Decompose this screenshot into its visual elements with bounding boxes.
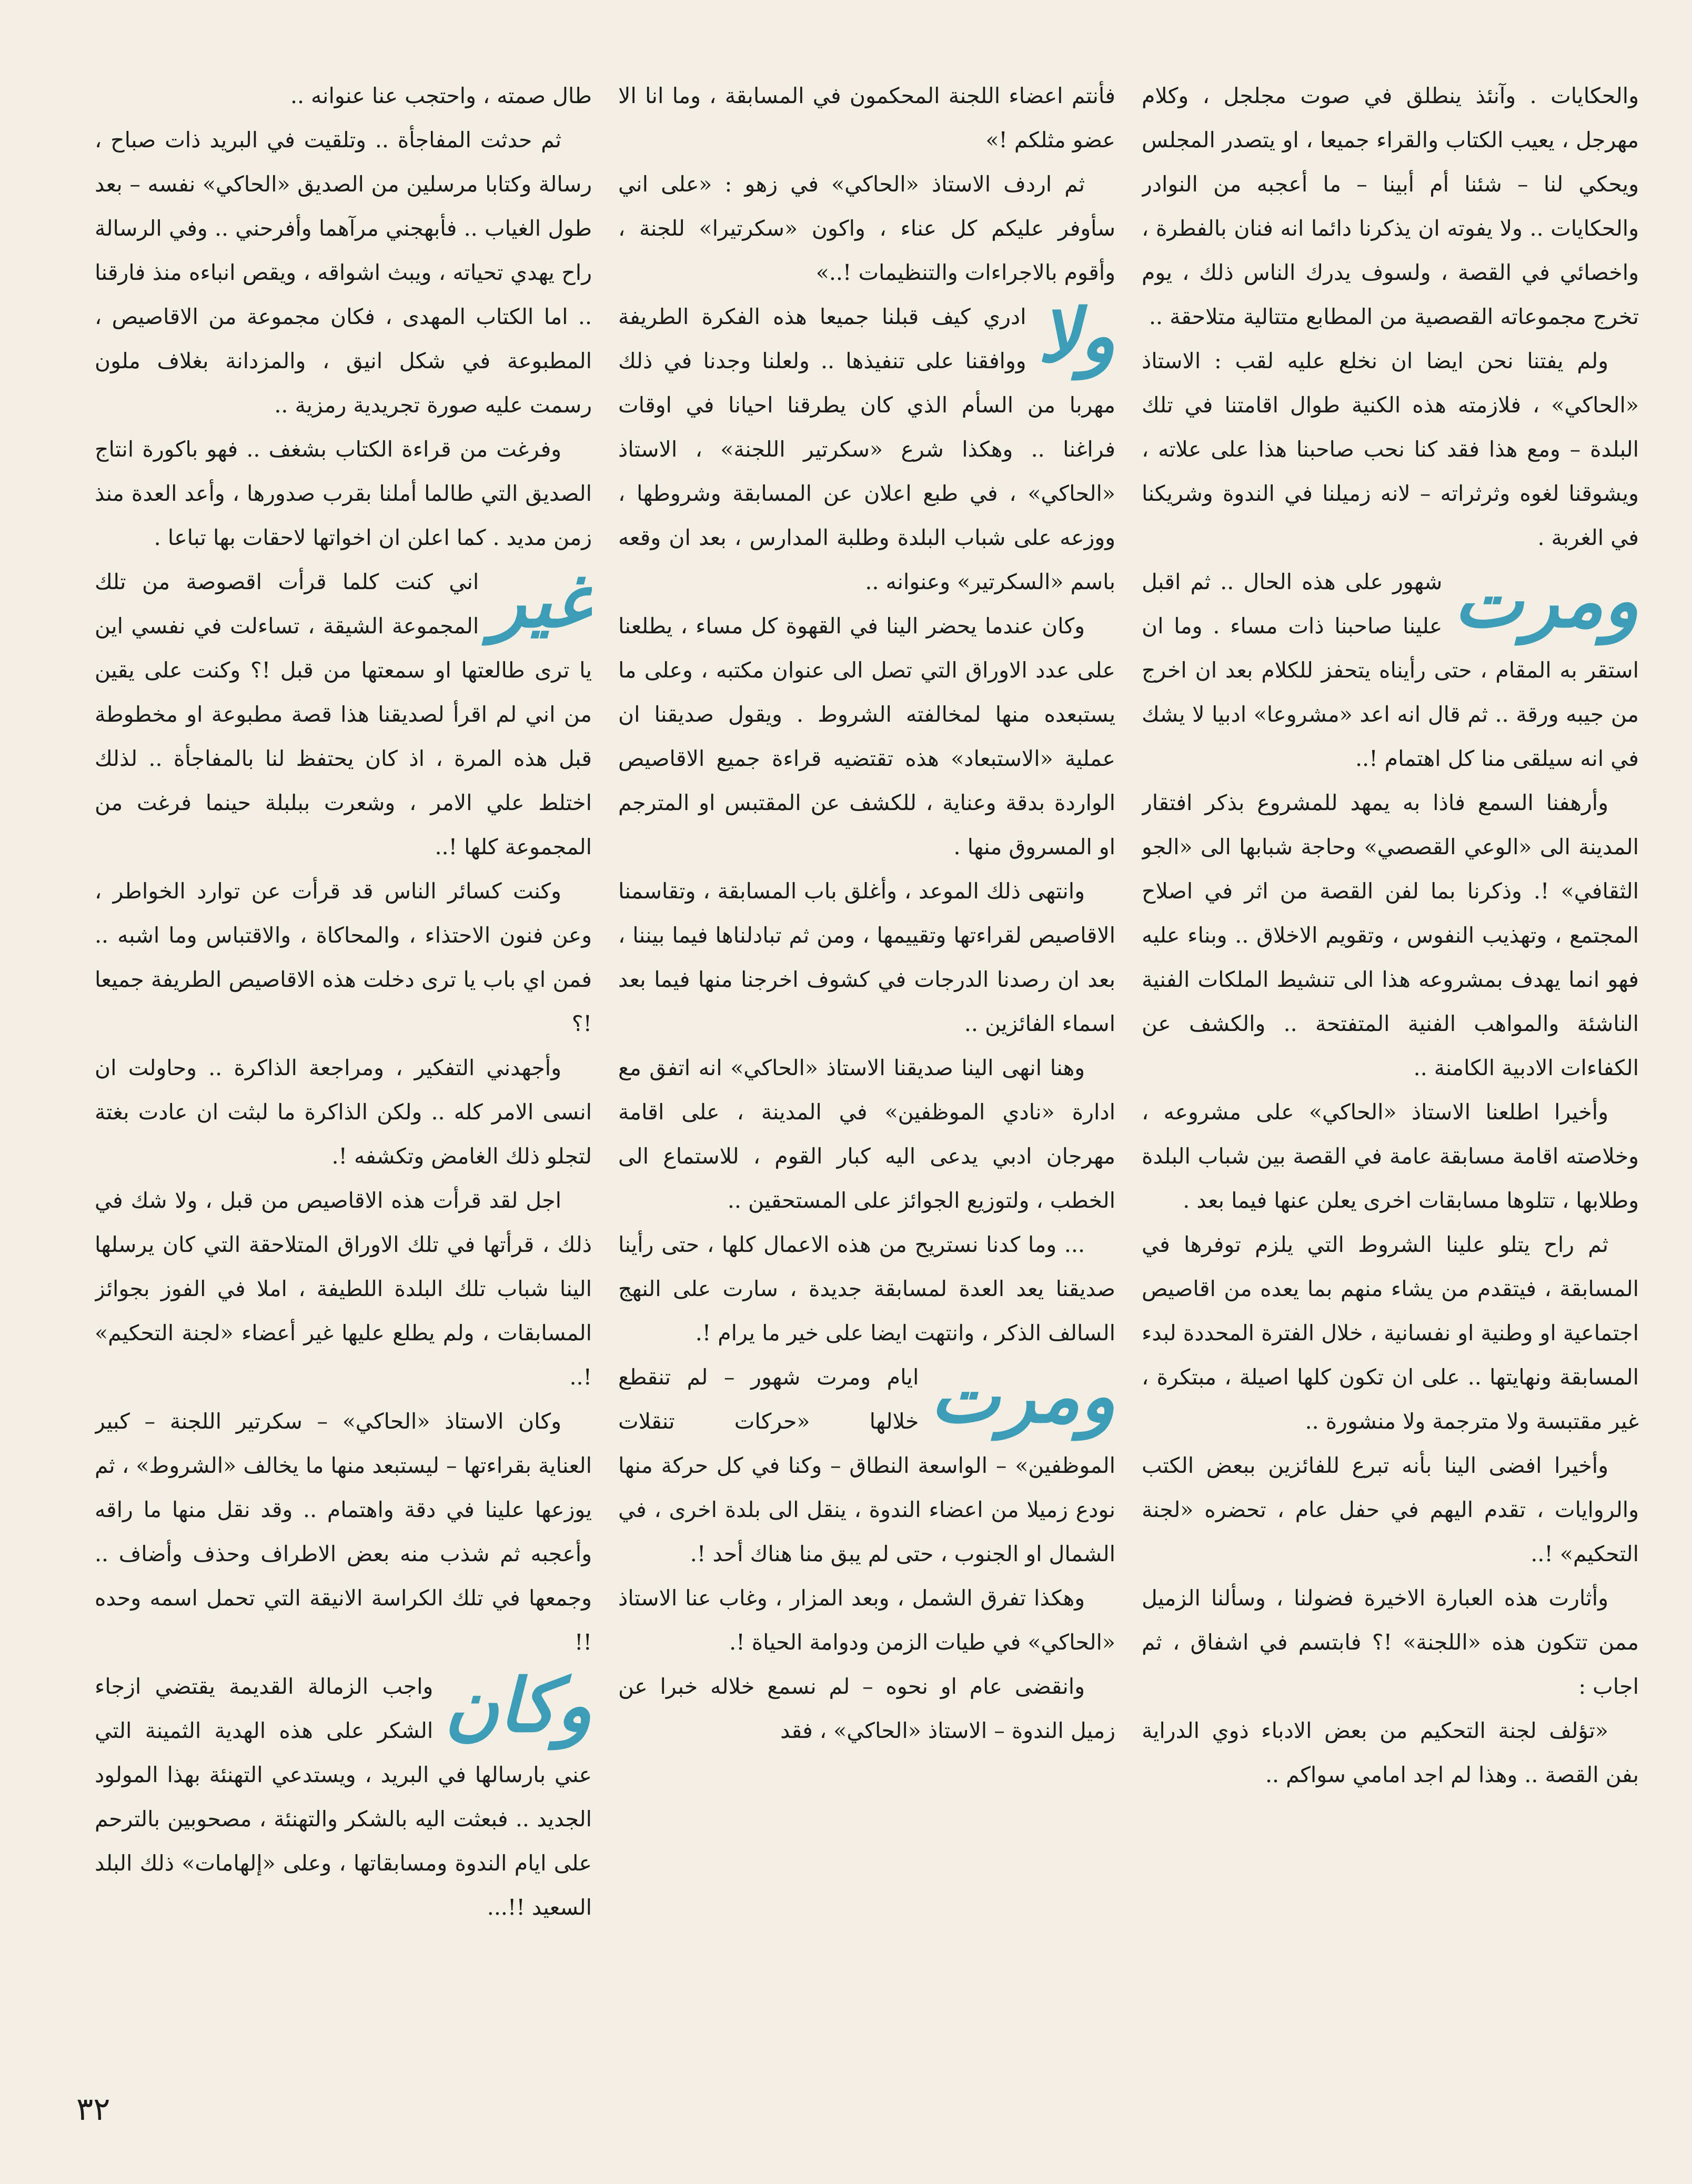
- paragraph: [95, 1046, 592, 1178]
- paragraph-text: «تؤلف لجنة التحكيم من بعض الادباء ذوي الدراية بفن القصة .. وهذا لم اجد امامي سواكم ..: [1142, 1718, 1639, 1787]
- paragraph-text: والحكايات . وآنئذ ينطلق في صوت مجلجل ، وكلام مهرجل ، يعيب الكتاب والقراء جميعا ، او يتصدر المجلس ويحكي لنا – شئنا أم أبينا – ما أعجبه من النوادر والحكايات .. ولا يفوته ان يذكرنا دائما انه فنان بالفطرة ، واخصائي في القصة ، ولسوف يدرك الناس ذلك ، يوم تخرج مجموعاته القصصية من المطابع متتالية متلاحقة ..: [1142, 83, 1639, 329]
- paragraph-text: وانتهى ذلك الموعد ، وأغلق باب المسابقة ، وتقاسمنا الاقاصيص لقراءتها وتقييمها ، ومن ثم تبادلناها فيما بيننا ، بعد ان رصدنا الدرجات في كشوف اخرجنا منها فيما بعد اسماء الفائزين ..: [618, 878, 1115, 1036]
- paragraph-text: واجب الزمالة القديمة يقتضي ازجاء الشكر على هذه الهدية الثمينة التي عني بارسالها في البريد ، ويستدعي التهنئة بهذا المولود الجديد .. فبعثت اليه بالشكر والتهنئة ، مصحوبين بالترحم على ايام الندوة ومسابقاتها ، وعلى «إلهامات» ذلك البلد السعيد !!...: [95, 1674, 592, 1920]
- column-right: [1142, 74, 1639, 2083]
- paragraph-text: وكان الاستاذ «الحاكي» – سكرتير اللجنة – كبير العناية بقراءتها – ليستبعد منها ما يخالف «الشروط» ، ثم يوزعها علينا في دقة واهتمام .. وقد نقل منها ما راقه وأعجبه ثم شذب منه بعض الاطراف وحذف وأضاف .. وجمعها في تلك الكراسة الانيقة التي تحمل اسمه وحده !!: [95, 1409, 592, 1655]
- drop-cap-word: ومرت: [1454, 558, 1639, 644]
- paragraph-text: ايام ومرت شهور – لم تنقطع خلالها «حركات تنقلات الموظفين» – الواسعة النطاق – وكنا في كل حركة منها نودع زميلا من اعضاء الندوة ، ينقل الى بلدة اخرى ، في الشمال او الجنوب ، حتى لم يبق منا هناك أحد !.: [618, 1364, 1115, 1566]
- paragraph: [618, 74, 1115, 162]
- paragraph: [95, 1664, 592, 1929]
- paragraph: [618, 604, 1115, 869]
- column-left: [95, 74, 592, 2083]
- paragraph: [618, 1664, 1115, 1753]
- paragraph: [1142, 781, 1639, 1090]
- paragraph: [1142, 1443, 1639, 1576]
- paragraph: [618, 1046, 1115, 1222]
- column-middle: [618, 74, 1115, 2083]
- paragraph-text: وكنت كسائر الناس قد قرأت عن توارد الخواطر ، وعن فنون الاحتذاء ، والمحاكاة ، والاقتباس وما اشبه .. فمن اي باب يا ترى دخلت هذه الاقاصيص الطريفة جميعا !؟: [95, 878, 592, 1036]
- paragraph: [95, 74, 592, 118]
- paragraph: [95, 427, 592, 560]
- paragraph-text: شهور على هذه الحال .. ثم اقبل علينا صاحبنا ذات مساء . وما ان استقر به المقام ، حتى رأيناه يتحفز للكلام بعد ان اخرج من جيبه ورقة .. ثم قال انه اعد «مشروعا» ادبيا لا يشك في انه سيلقى منا كل اهتمام !..: [1142, 569, 1639, 771]
- paragraph-text: ادري كيف قبلنا جميعا هذه الفكرة الطريفة ووافقنا على تنفيذها .. ولعلنا وجدنا في ذلك مهربا من السأم الذي كان يطرقنا احيانا في اوقات فراغنا .. وهكذا شرع «سكرتير اللجنة» ، الاستاذ «الحاكي» ، في طبع اعلان عن المسابقة وشروطها ، ووزعه على شباب البلدة وطلبة المدارس ، بعد ان وقعه باسم «السكرتير» وعنوانه ..: [618, 304, 1115, 594]
- drop-cap-word: ولا: [1038, 293, 1115, 379]
- paragraph: [618, 295, 1115, 604]
- paragraph-text: طال صمته ، واحتجب عنا عنوانه ..: [290, 83, 592, 108]
- paragraph: [618, 162, 1115, 295]
- paragraph-text: وكان عندما يحضر الينا في القهوة كل مساء ، يطلعنا على عدد الاوراق التي تصل الى عنوان مكتبه ، وعلى ما يستبعده منها لمخالفته الشروط . ويقول صديقنا ان عملية «الاستبعاد» هذه تقتضيه قراءة جميع الاقاصيص الواردة بدقة وعناية ، للكشف عن المقتبس او المترجم او المسروق منها .: [618, 613, 1115, 860]
- paragraph: [1142, 1090, 1639, 1222]
- paragraph: [618, 869, 1115, 1046]
- paragraph: [1142, 1708, 1639, 1797]
- paragraph: [618, 1222, 1115, 1355]
- paragraph: [1142, 560, 1639, 781]
- paragraph-text: وفرغت من قراءة الكتاب بشغف .. فهو باكورة انتاج الصديق التي طالما أملنا بقرب صدورها ، وأعد العدة منذ زمن مديد . كما اعلن ان اخواتها لاحقات بها تباعا .: [95, 437, 592, 550]
- paragraph: [1142, 1222, 1639, 1443]
- drop-cap-word: وكان: [445, 1663, 592, 1749]
- drop-cap-word: ومرت: [930, 1353, 1115, 1440]
- paragraph-text: وأخيرا اطلعنا الاستاذ «الحاكي» على مشروعه ، وخلاصته اقامة مسابقة عامة في القصة بين شباب البلدة وطلابها ، تتلوها مسابقات اخرى يعلن عنها فيما بعد .: [1142, 1099, 1639, 1213]
- paragraph: [1142, 1576, 1639, 1708]
- paragraph-text: وهكذا تفرق الشمل ، وبعد المزار ، وغاب عنا الاستاذ «الحاكي» في طيات الزمن ودوامة الحياة !.: [618, 1585, 1115, 1655]
- paragraph: [95, 118, 592, 427]
- paragraph-text: وأثارت هذه العبارة الاخيرة فضولنا ، وسألنا الزميل ممن تتكون هذه «اللجنة» !؟ فابتسم في اشفاق ، ثم اجاب :: [1142, 1585, 1639, 1699]
- paragraph: [1142, 74, 1639, 339]
- paragraph-text: ولم يفتنا نحن ايضا ان نخلع عليه لقب : الاستاذ «الحاكي» ، فلازمته هذه الكنية طوال اقامتنا في تلك البلدة – ومع هذا فقد كنا نحب صاحبنا هذا على علاته ، ويشوقنا لغوه وثرثراته – لانه زميلنا في الندوة وشريكنا في الغربة .: [1142, 348, 1639, 550]
- paragraph: [95, 1399, 592, 1664]
- paragraph: [618, 1576, 1115, 1664]
- paragraph-text: فأنتم اعضاء اللجنة المحكمون في المسابقة ، وما انا الا عضو مثلكم !»: [618, 83, 1115, 153]
- paragraph: [95, 869, 592, 1046]
- paragraph-text: ثم اردف الاستاذ «الحاكي» في زهو : «على اني سأوفر عليكم كل عناء ، واكون «سكرتيرا» للجنة ، وأقوم بالاجراءات والتنظيمات !..»: [618, 171, 1115, 285]
- paragraph: [95, 560, 592, 869]
- paragraph-text: وهنا انهى الينا صديقنا الاستاذ «الحاكي» انه اتفق مع ادارة «نادي الموظفين» في المدينة ، على اقامة مهرجان ادبي يدعى اليه كبار القوم ، للاستماع الى الخطب ، ولتوزيع الجوائز على المستحقين ..: [618, 1055, 1115, 1213]
- paragraph: [95, 1178, 592, 1399]
- paragraph-text: وانقضى عام او نحوه – لم نسمع خلاله خبرا عن زميل الندوة – الاستاذ «الحاكي» ، فقد: [618, 1674, 1115, 1743]
- paragraph-text: وأخيرا افضى الينا بأنه تبرع للفائزين ببعض الكتب والروايات ، تقدم اليهم في حفل عام ، تحضره «لجنة التحكيم» !..: [1142, 1453, 1639, 1566]
- paragraph: [1142, 339, 1639, 560]
- paragraph-text: ثم راح يتلو علينا الشروط التي يلزم توفرها في المسابقة ، فيتقدم من يشاء منهم بما يعده من اقاصيص اجتماعية او وطنية او نفسانية ، خلال الفترة المحددة لبدء المسابقة ونهايتها .. على ان تكون كلها اصيلة ، مبتكرة ، غير مقتبسة ولا مترجمة ولا منشورة ..: [1142, 1232, 1639, 1434]
- paragraph-text: وأجهدني التفكير ، ومراجعة الذاكرة .. وحاولت ان انسى الامر كله .. ولكن الذاكرة ما لبثت ان عادت بغتة لتجلو ذلك الغامض وتكشفه !.: [95, 1055, 592, 1169]
- paragraph-text: اجل لقد قرأت هذه الاقاصيص من قبل ، ولا شك في ذلك ، قرأتها في تلك الاوراق المتلاحقة التي كان يرسلها الينا شباب تلك البلدة اللطيفة ، املا في الفوز بجوائز المسابقات ، ولم يطلع عليها غير أعضاء «لجنة التحكيم» !..: [95, 1188, 592, 1390]
- paragraph: [618, 1355, 1115, 1576]
- paragraph-text: وأرهفنا السمع فاذا به يمهد للمشروع بذكر افتقار المدينة الى «الوعي القصصي» وحاجة شبابها الى «الجو الثقافي» !. وذكرنا بما لفن القصة من اثر في اصلاح المجتمع ، وتهذيب النفوس ، وتقويم الاخلاق .. وبناء عليه فهو انما يهدف بمشروعه هذا الى تنشيط الملكات الفنية الناشئة والمواهب الفنية المتفتحة .. والكشف عن الكفاءات الادبية الكامنة ..: [1142, 790, 1639, 1080]
- paragraph-text: اني كنت كلما قرأت اقصوصة من تلك المجموعة الشيقة ، تساءلت في نفسي اين يا ترى طالعتها او سمعتها من قبل !؟ وكنت على يقين من اني لم اقرأ لصديقنا هذا قصة مطبوعة او مخطوطة قبل هذه المرة ، اذ كان يحتفظ لنا بالمفاجأة .. لذلك اختلط علي الامر ، وشعرت ببلبلة حينما فرغت من المجموعة كلها !..: [95, 569, 592, 860]
- paragraph-text: ... وما كدنا نستريح من هذه الاعمال كلها ، حتى رأينا صديقنا يعد العدة لمسابقة جديدة ، سارت على النهج السالف الذكر ، وانتهت ايضا على خير ما يرام !.: [618, 1232, 1115, 1346]
- drop-cap-word: غير: [490, 558, 592, 644]
- paragraph-text: ثم حدثت المفاجأة .. وتلقيت في البريد ذات صباح ، رسالة وكتابا مرسلين من الصديق «الحاكي» نفسه – بعد طول الغياب .. فأبهجني مرآهما وأفرحني .. وفي الرسالة راح يهدي تحياته ، ويبث اشواقه ، ويقص انباءه منذ فارقنا .. اما الكتاب المهدى ، فكان مجموعة من الاقاصيص ، المطبوعة في شكل انيق ، والمزدانة بغلاف ملون رسمت عليه صورة تجريدية رمزية ..: [95, 127, 592, 418]
- page-number: ٣٢: [76, 2091, 110, 2128]
